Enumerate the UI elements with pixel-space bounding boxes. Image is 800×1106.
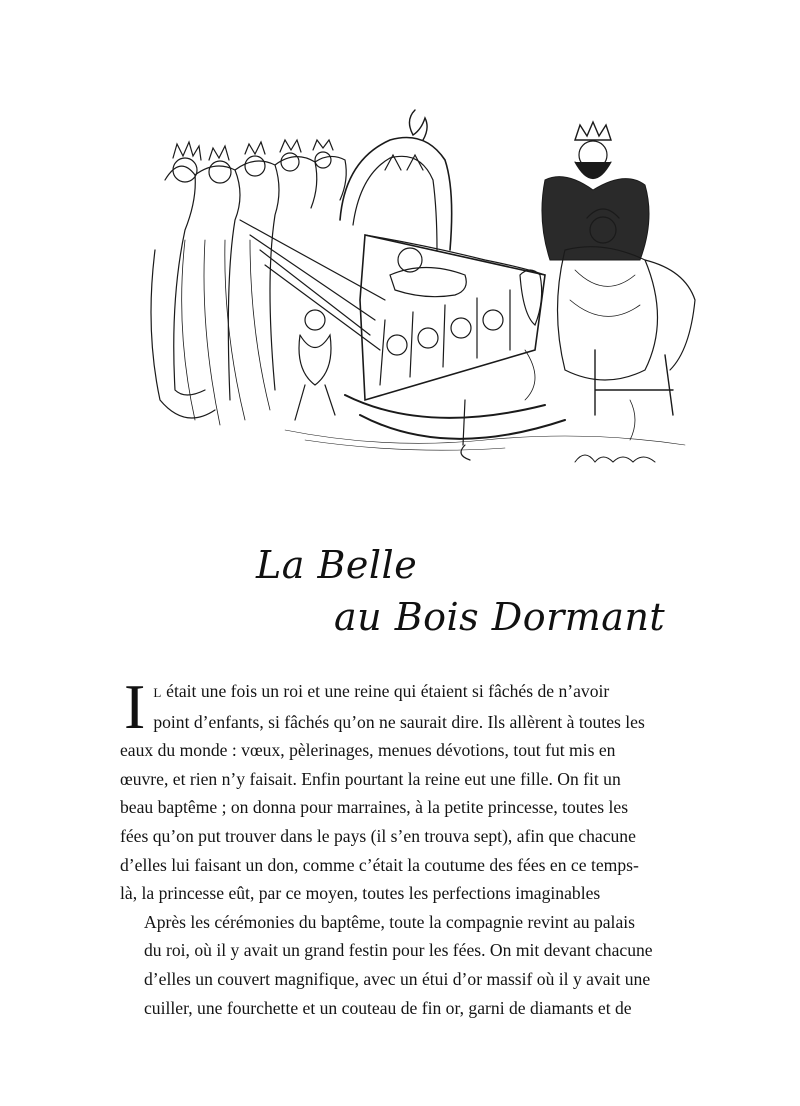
drop-cap: I	[124, 671, 146, 742]
small-cap: L	[153, 685, 162, 700]
paragraph-2	[120, 908, 696, 1022]
cradle-illustration	[125, 100, 705, 485]
text-line: d’elles un couvert magnifique, avec un étui d’or massif où il y avait une	[144, 968, 651, 989]
title-line-1: La Belle	[256, 543, 418, 587]
text-line: du roi, où il y avait un grand festin pour les fées. On mit devant chacune	[144, 940, 653, 961]
text-line: d’elles lui faisant un don, comme c’était la coutume des fées en ce temps-	[120, 854, 639, 875]
engraving-illustration-icon	[125, 100, 705, 485]
paragraph-1	[120, 671, 696, 908]
story-text	[120, 671, 696, 1022]
title-line-2: au Bois Dormant	[334, 595, 666, 639]
text-line: point d’enfants, si fâchés qu’on ne saurait dire. Ils allèrent à toutes les	[153, 711, 645, 732]
text-line: cuiller, une fourchette et un couteau de fin or, garni de diamants et de	[144, 997, 632, 1018]
text-line: œuvre, et rien n’y faisait. Enfin pourtant la reine eut une fille. On fit un	[120, 768, 621, 789]
text-line: eaux du monde : vœux, pèlerinages, menues dévotions, tout fut mis en	[120, 740, 616, 761]
text-line: fées qu’on put trouver dans le pays (il s’en trouva sept), afin que chacune	[120, 825, 636, 846]
text-line: L était une fois un roi et une reine qui étaient si fâchés de n’avoir	[153, 681, 610, 701]
text-line: Après les cérémonies du baptême, toute la compagnie revint au palais	[144, 911, 635, 932]
text-line: là, la princesse eût, par ce moyen, toutes les perfections imaginables	[120, 883, 601, 904]
text-line: beau baptême ; on donna pour marraines, à la petite princesse, toutes les	[120, 797, 629, 818]
